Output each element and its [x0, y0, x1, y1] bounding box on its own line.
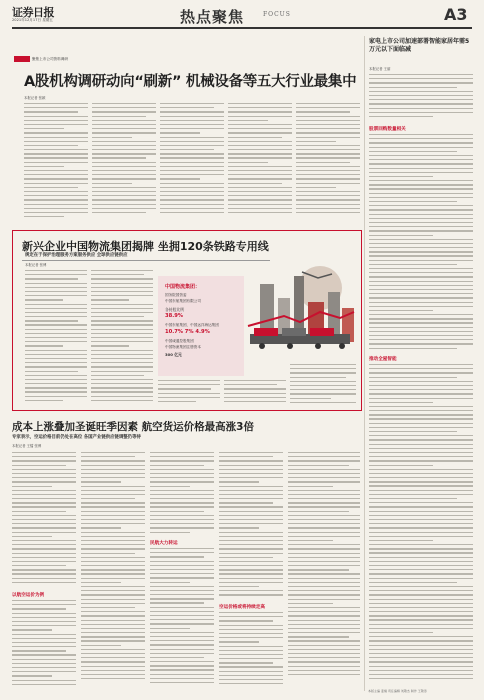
card-line: 中国物流集团注册资本: [165, 345, 201, 349]
story3-col4: [219, 452, 283, 600]
issue-date: 2021年12月17日 星期五: [12, 18, 53, 22]
story3-col1: [12, 452, 76, 588]
headline-3: 成本上涨叠加圣诞旺季因素 航空货运价格最高涨3倍: [12, 421, 254, 433]
card-value: 300 亿元: [165, 352, 182, 357]
right-headline: 家电上市公司加速部署智能家居年需5万元以下面临减: [369, 38, 470, 53]
story1-col1: [24, 103, 88, 225]
subhead-3a: 民航大力转运: [150, 541, 178, 546]
section-title: 热点聚焦: [180, 8, 245, 26]
byline-2: 本报记者 张博: [25, 263, 47, 267]
page-number: A3: [444, 5, 468, 24]
card-line: 各持股比例: [165, 307, 184, 312]
story2-col5: [290, 364, 356, 406]
story2-col4: [224, 380, 286, 406]
subhead-rule: [22, 260, 270, 261]
story1-col5: [296, 103, 360, 225]
right-byline: 本报记者 王丽: [369, 67, 391, 71]
story3-col3: [150, 452, 214, 536]
story1-col3: [160, 103, 224, 225]
story2-col1: [25, 270, 87, 406]
page-footer: 本版主编 姜楠 责任编辑 刘敬杰 制作 王敬涛: [368, 689, 427, 693]
section-title-en: FOCUS: [263, 11, 291, 18]
subhead-3c: 以航空运价为例: [12, 593, 45, 598]
story3-col3b: [150, 548, 214, 690]
story-tag: 聚焦上市公司资料调研: [32, 57, 68, 61]
story2-col2: [91, 270, 153, 406]
story1-col2: [92, 103, 156, 225]
story2-col3: [158, 380, 220, 406]
card-value: 38.9%: [165, 313, 183, 319]
right-text-1: [369, 74, 473, 124]
masthead: 证券日报: [12, 6, 54, 19]
logistics-illustration: [244, 264, 358, 360]
right-text-3: [369, 364, 473, 686]
byline-3: 本报记者 王镭 张博: [12, 444, 42, 448]
card-line: 中国东航集团、中国远洋海运集团: [165, 323, 219, 327]
story3-col1b: [12, 600, 76, 690]
right-subhead-2: 推动全屋智能: [369, 357, 397, 362]
card-line: 国务院国资委: [165, 293, 187, 297]
subhead-3b: 空运价格或将持续走高: [219, 605, 265, 610]
card-heading: 中国物流集团：: [165, 284, 201, 290]
header-rule: [12, 27, 472, 29]
right-subhead-1: 股票回购数量相关: [369, 127, 406, 132]
headline-2: 新兴企业中国物流集团揭牌 坐拥120条铁路专用线: [22, 240, 269, 253]
card-line: 中国诚通控股集团: [165, 339, 194, 343]
story3-col2: [81, 452, 145, 690]
card-value: 10.7% 7% 4.9%: [165, 329, 210, 335]
byline-1: 本报记者 张颖: [24, 96, 46, 100]
story3-col5: [288, 452, 360, 690]
column-divider: [364, 36, 365, 691]
story3-col4b: [219, 612, 283, 690]
headline-1: A股机构调研动向“刷新” 机械设备等五大行业最集中: [24, 74, 357, 90]
story1-col4: [228, 103, 292, 225]
subheadline-3: 专家表示，空运价格目前仍处在高位 各国产业链供应链调整仍等待: [12, 435, 141, 440]
subheadline-2: 规定在于保护治理服务方案服务供应 全球供应链供应: [25, 253, 128, 258]
card-line: 中国东航集团有限公司: [165, 299, 201, 303]
right-text-2: [369, 134, 473, 354]
tag-bar: [14, 56, 30, 62]
